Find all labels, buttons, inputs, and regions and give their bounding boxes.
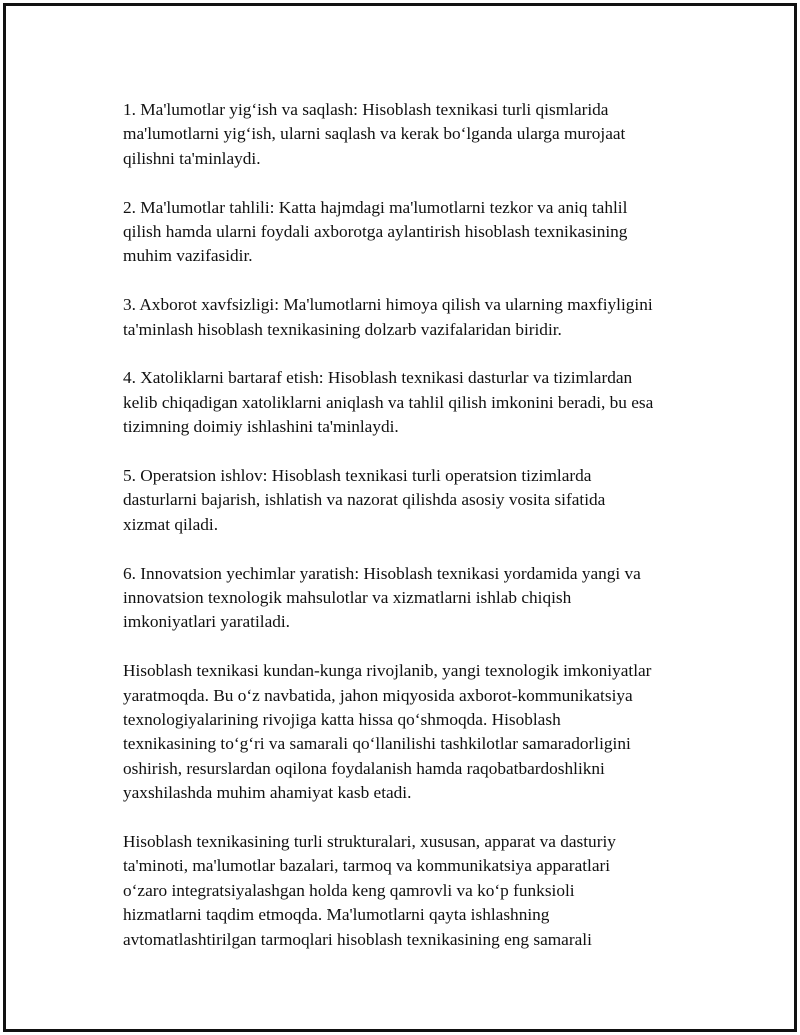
text-line: Hisoblash texnikasining turli strukturalari, xususan, apparat va dasturiy — [123, 832, 616, 852]
text-line: avtomatlashtirilgan tarmoqlari hisoblash texnikasining eng samarali — [123, 929, 592, 949]
text-line: 4. Xatoliklarni bartaraf etish: Hisoblash texnikasi dasturlar va tizimlardan — [123, 368, 633, 388]
paragraph-1 — [123, 98, 698, 171]
text-line: qilishni ta'minlaydi. — [123, 148, 261, 168]
paragraph-7 — [123, 659, 698, 805]
document-body — [123, 98, 698, 977]
text-line: texnologiyalarining rivojiga katta hissa qo‘shmoqda. Hisoblash — [123, 710, 561, 730]
paragraph-4 — [123, 366, 698, 439]
text-line: tizimning doimiy ishlashini ta'minlaydi. — [123, 417, 399, 437]
text-line: texnikasining to‘g‘ri va samarali qo‘llanilishi tashkilotlar samaradorligini — [123, 734, 631, 754]
text-line: kelib chiqadigan xatoliklarni aniqlash va tahlil qilish imkonini beradi, bu esa — [123, 392, 654, 412]
text-line: xizmat qiladi. — [123, 514, 219, 534]
text-line: 5. Operatsion ishlov: Hisoblash texnikasi turli operatsion tizimlarda — [123, 466, 592, 486]
text-line: yaxshilashda muhim ahamiyat kasb etadi. — [123, 783, 412, 803]
text-line: muhim vazifasidir. — [123, 246, 253, 266]
text-line: ma'lumotlarni yig‘ish, ularni saqlash va kerak bo‘lganda ularga murojaat — [123, 124, 626, 144]
paragraph-6 — [123, 562, 698, 635]
text-line: oshirish, resurslardan oqilona foydalanish hamda raqobatbardoshlikni — [123, 758, 605, 778]
text-line: Hisoblash texnikasi kundan-kunga rivojlanib, yangi texnologik imkoniyatlar — [123, 661, 652, 681]
text-line: dasturlarni bajarish, ishlatish va nazorat qilishda asosiy vosita sifatida — [123, 490, 606, 510]
text-line: qilish hamda ularni foydali axborotga aylantirish hisoblash texnikasining — [123, 222, 628, 242]
text-line: ta'minoti, ma'lumotlar bazalari, tarmoq va kommunikatsiya apparatlari — [123, 856, 611, 876]
text-line: 3. Axborot xavfsizligi: Ma'lumotlarni himoya qilish va ularning maxfiyligini — [123, 295, 653, 315]
text-line: hizmatlarni taqdim etmoqda. Ma'lumotlarni qayta ishlashning — [123, 905, 550, 925]
text-line: 2. Ma'lumotlar tahlili: Katta hajmdagi ma'lumotlarni tezkor va aniq tahlil — [123, 197, 628, 217]
text-line: 6. Innovatsion yechimlar yaratish: Hisoblash texnikasi yordamida yangi va — [123, 563, 641, 583]
text-line: 1. Ma'lumotlar yig‘ish va saqlash: Hisoblash texnikasi turli qismlarida — [123, 100, 609, 119]
page-frame — [3, 3, 797, 1032]
paragraph-5 — [123, 464, 698, 537]
text-line: ta'minlash hisoblash texnikasining dolzarb vazifalaridan biridir. — [123, 319, 562, 339]
paragraph-8 — [123, 830, 698, 952]
paragraph-3 — [123, 293, 698, 342]
text-line: imkoniyatlari yaratiladi. — [123, 612, 290, 632]
text-line: innovatsion texnologik mahsulotlar va xizmatlarni ishlab chiqish — [123, 588, 572, 608]
paragraph-2 — [123, 196, 698, 269]
text-line: o‘zaro integratsiyalashgan holda keng qamrovli va ko‘p funksioli — [123, 880, 575, 900]
text-line: yaratmoqda. Bu o‘z navbatida, jahon miqyosida axborot-kommunikatsiya — [123, 685, 633, 705]
